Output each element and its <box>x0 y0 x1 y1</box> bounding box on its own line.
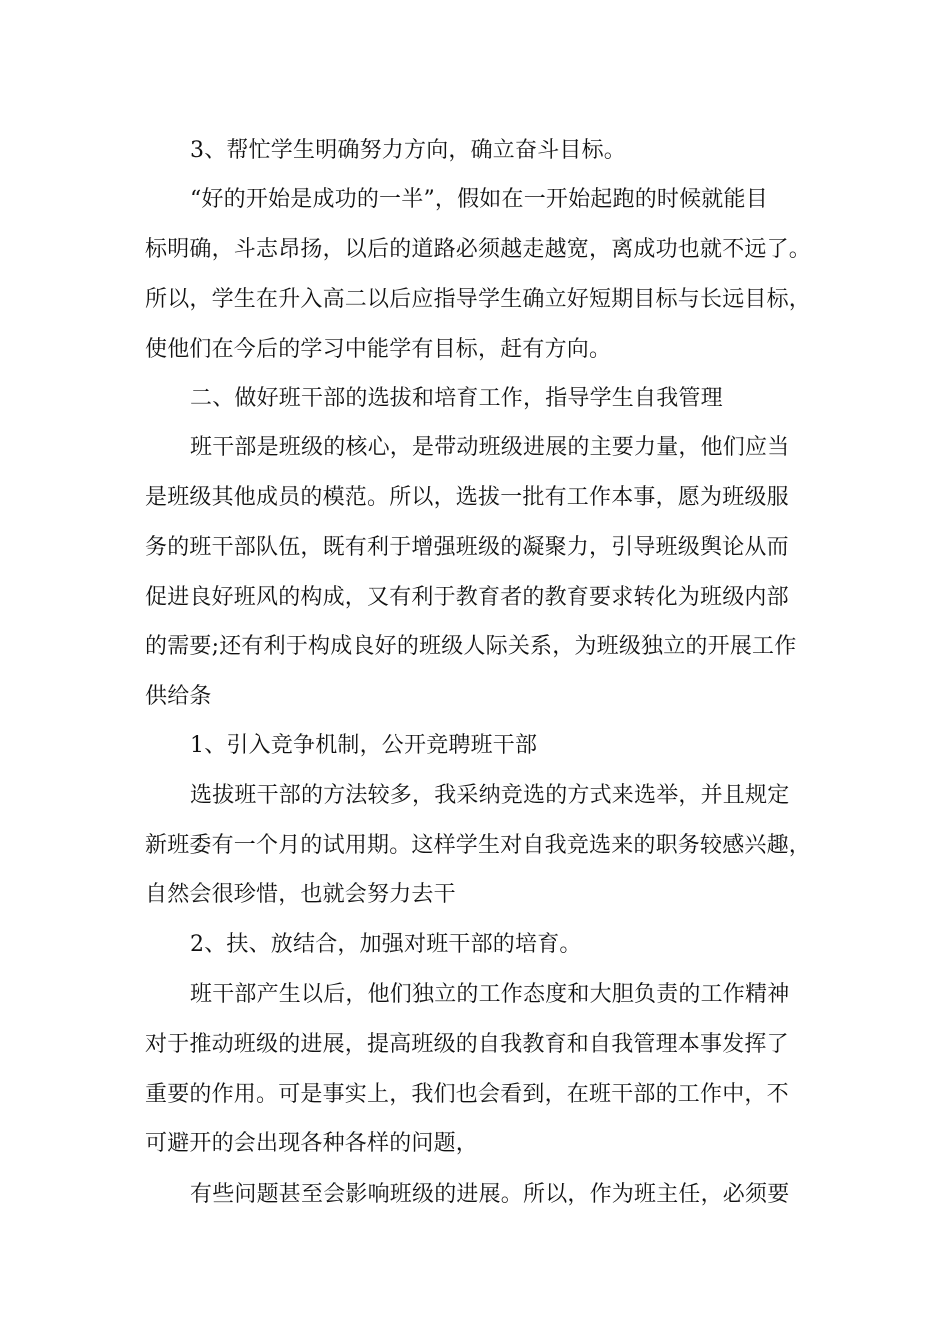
paragraph-line: 标明确，斗志昂扬，以后的道路必须越走越宽，离成功也就不远了。 <box>145 237 812 262</box>
paragraph-line: 供给条 <box>145 684 212 709</box>
paragraph-line: 的需要;还有利于构成良好的班级人际关系，为班级独立的开展工作 <box>145 634 797 659</box>
paragraph-line: 新班委有一个月的试用期。这样学生对自我竞选来的职务较感兴趣， <box>145 833 812 858</box>
paragraph-line: 有些问题甚至会影响班级的进展。所以，作为班主任，必须要 <box>190 1182 790 1207</box>
paragraph-line: 自然会很珍惜，也就会努力去干 <box>145 882 456 907</box>
paragraph-line: “好的开始是成功的一半”，假如在一开始起跑的时候就能目 <box>190 187 768 212</box>
paragraph-line: 是班级其他成员的模范。所以，选拔一批有工作本事，愿为班级服 <box>145 485 789 510</box>
paragraph-line: 重要的作用。可是事实上，我们也会看到，在班干部的工作中，不 <box>145 1082 789 1107</box>
paragraph-line: 促进良好班风的构成，又有利于教育者的教育要求转化为班级内部 <box>145 585 789 610</box>
paragraph-line: 使他们在今后的学习中能学有目标，赶有方向。 <box>145 337 612 362</box>
paragraph-line: 可避开的会出现各种各样的问题， <box>145 1131 479 1156</box>
paragraph-heading: 3、帮忙学生明确努力方向，确立奋斗目标。 <box>190 138 626 163</box>
paragraph-line: 班干部产生以后，他们独立的工作态度和大胆负责的工作精神 <box>190 982 790 1007</box>
paragraph-line: 对于推动班级的进展，提高班级的自我教育和自我管理本事发挥了 <box>145 1032 789 1057</box>
subsection-heading: 2、扶、放结合，加强对班干部的培育。 <box>190 932 582 957</box>
subsection-heading: 1、引入竞争机制，公开竞聘班干部 <box>190 733 538 758</box>
section-heading: 二、做好班干部的选拔和培育工作，指导学生自我管理 <box>190 386 723 411</box>
paragraph-line: 选拔班干部的方法较多，我采纳竞选的方式来选举，并且规定 <box>190 783 790 808</box>
paragraph-line: 务的班干部队伍，既有利于增强班级的凝聚力，引导班级舆论从而 <box>145 535 789 560</box>
paragraph-line: 所以，学生在升入高二以后应指导学生确立好短期目标与长远目标， <box>145 287 812 312</box>
paragraph-line: 班干部是班级的核心，是带动班级进展的主要力量，他们应当 <box>190 435 790 460</box>
